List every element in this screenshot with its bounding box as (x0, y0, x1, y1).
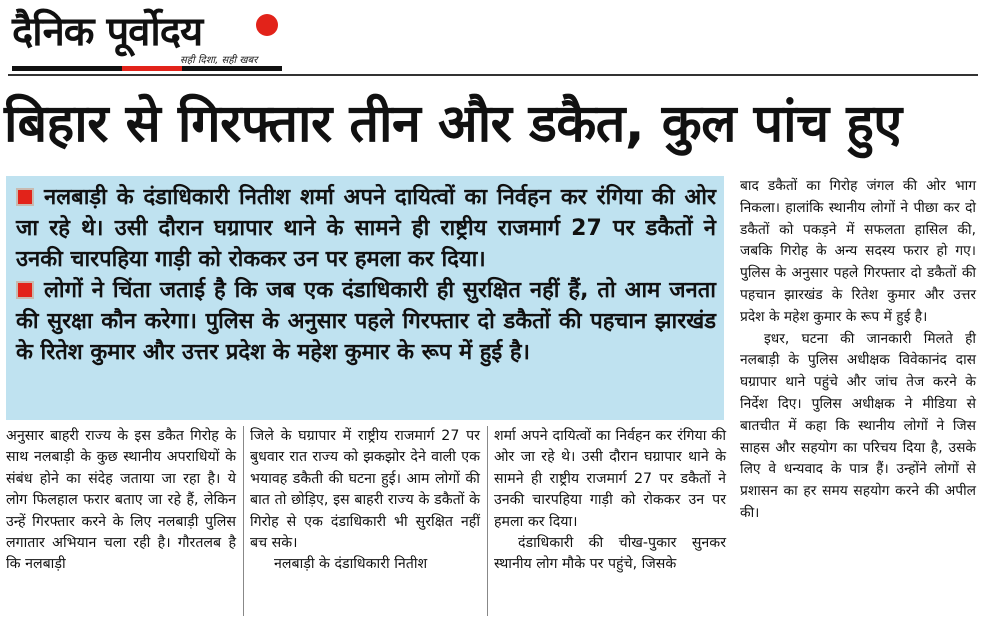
body-column-right (740, 176, 976, 525)
body-paragraph: इधर, घटना की जानकारी मिलते ही नलबाड़ी के पुलिस अधीक्षक विवेकानंद दास घग्रापार थाने पहुंचे और जांच तेज करने के निर्देश दिए। पुलिस अधीक्षक ने मीडिया से बातचीत में कहा कि स्थानीय लोगों ने जिस साहस और सहयोग का परिचय दिया है, उसके लिए वे धन्यवाद के पात्र हैं। उन्होंने लोगों से प्रशासन का हर समय सहयोग करने की अपील की। (740, 330, 976, 521)
column-divider (243, 426, 244, 616)
red-square-bullet-icon (16, 188, 34, 206)
lead-paragraph-2 (16, 275, 716, 368)
lead-paragraph-1 (16, 182, 716, 275)
body-column-2 (250, 426, 480, 576)
logo-underline-accent (122, 66, 182, 71)
lead-highlight-box (6, 176, 724, 420)
body-paragraph: दंडाधिकारी की चीख-पुकार सुनकर स्थानीय लोग मौके पर पहुंचे, जिसके (494, 535, 726, 573)
body-paragraph: जिले के घग्रापार में राष्ट्रीय राजमार्ग 27 पर बुधवार रात राज्य को झकझोर देने वाली एक भयावह डकैती की घटना हुई। आम लोगों की बात तो छोड़िए, इस बाहरी राज्य के डकैतों के गिरोह से एक दंडाधिकारी भी सुरक्षित नहीं बच सके। (250, 428, 480, 552)
logo-red-dot-icon (256, 14, 278, 36)
body-paragraph: अनुसार बाहरी राज्य के इस डकैत गिरोह के साथ नलबाड़ी के कुछ स्थानीय अपराधियों के संबंध होने का संदेह जताया जा रहा है। ये लोग फिलहाल फरार बताए जा रहे हैं, लेकिन उन्हें गिरफ्तार करने के लिए नलबाड़ी पुलिस लगातार अभियान चला रही है। गौरतलब है कि नलबाड़ी (6, 428, 236, 573)
body-column-1 (6, 426, 236, 576)
newspaper-logo[interactable]: दैनिक पूर्वोदय (12, 9, 203, 55)
masthead-divider (8, 74, 978, 76)
body-column-3 (494, 426, 726, 576)
body-paragraph: शर्मा अपने दायित्वों का निर्वहन कर रंगिया की ओर जा रहे थे। उसी दौरान घग्रापार थाने के सामने ही राष्ट्रीय राजमार्ग 27 पर डकैतों ने उनकी चारपहिया गाड़ी को रोककर उन पर हमला कर दिया। (494, 428, 726, 530)
newspaper-tagline: सही दिशा, सही खबर (180, 55, 258, 66)
column-divider (487, 426, 488, 616)
article-headline: बिहार से गिरफ्तार तीन और डकैत, कुल पांच हुए (4, 94, 902, 154)
body-paragraph: बाद डकैतों का गिरोह जंगल की ओर भाग निकला। हालांकि स्थानीय लोगों ने पीछा कर दो डकैतों को पकड़ने में सफलता हासिल की, जबकि गिरोह के अन्य सदस्य फरार हो गए। पुलिस के अनुसार पहले गिरफ्तार दो डकैतों की पहचान झारखंड के रितेश कुमार और उत्तर प्रदेश के महेश कुमार के रूप में हुई है। (740, 178, 976, 325)
lead-text-2: लोगों ने चिंता जताई है कि जब एक दंडाधिकारी ही सुरक्षित नहीं हैं, तो आम जनता की सुरक्षा कौन करेगा। पुलिस के अनुसार पहले गिरफ्तार दो डकैतों की पहचान झारखंड के रितेश कुमार और उत्तर प्रदेश के महेश कुमार के रूप में हुई है। (16, 278, 716, 365)
red-square-bullet-icon (16, 281, 34, 299)
masthead (0, 0, 986, 80)
body-paragraph: नलबाड़ी के दंडाधिकारी नितीश (274, 556, 428, 573)
lead-text-1: नलबाड़ी के दंडाधिकारी नितीश शर्मा अपने दायित्वों का निर्वहन कर रंगिया की ओर जा रहे थे। उसी दौरान घग्रापार थाने के सामने ही राष्ट्रीय राजमार्ग 27 पर डकैतों ने उनकी चारपहिया गाड़ी को रोककर उन पर हमला कर दिया। (16, 185, 716, 272)
